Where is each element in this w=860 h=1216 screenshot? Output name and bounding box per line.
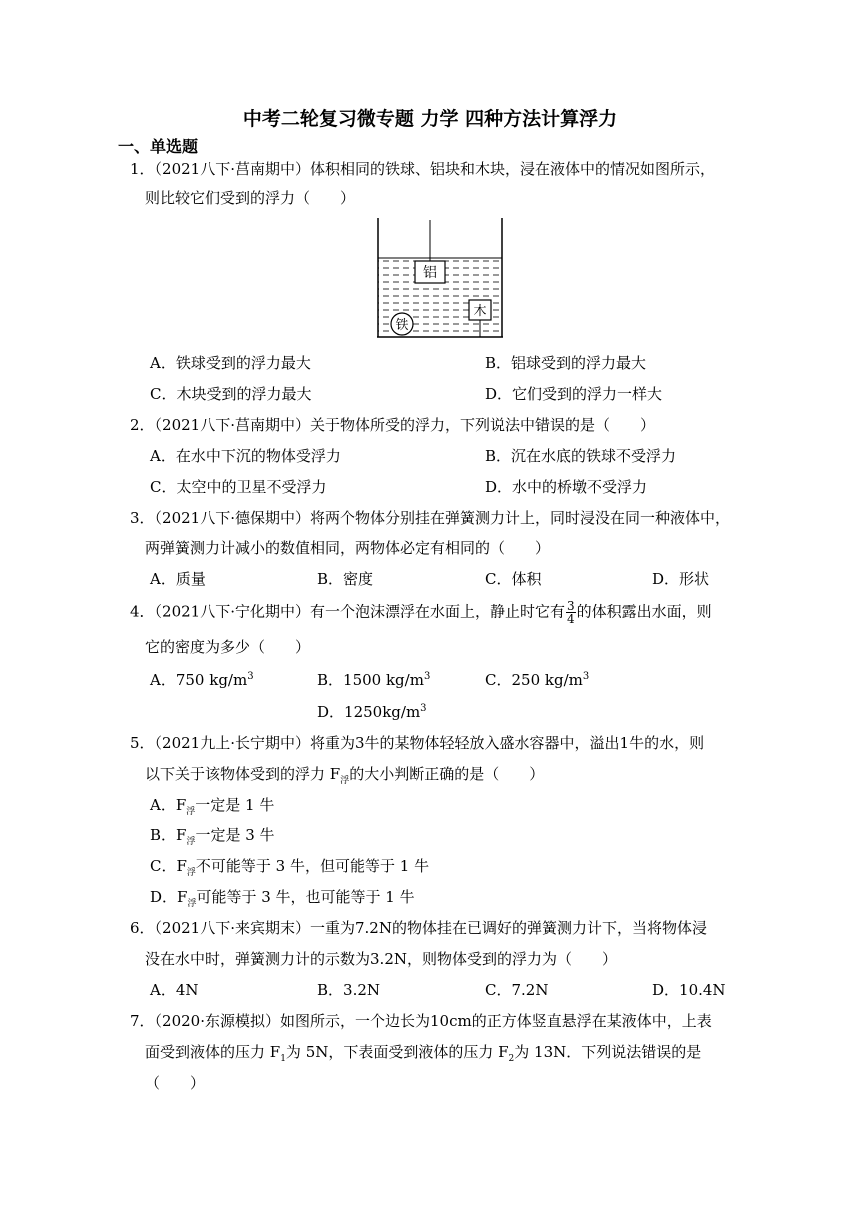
aluminum-label: 铝 bbox=[423, 265, 437, 281]
q2-stem-line1: 2．（2021八下·莒南期中）关于物体所受的浮力，下列说法中错误的是（ ） bbox=[130, 416, 655, 434]
q4-option-d-text: D．1250kg/m bbox=[317, 703, 421, 721]
q5-option-c[interactable] bbox=[150, 855, 429, 878]
q1-stem-line1: 1．（2021八下·莒南期中）体积相同的铁球、铝块和木块，浸在液体中的情况如图所示， bbox=[130, 160, 715, 178]
q5-option-c-post: 不可能等于 3 牛，但可能等于 1 牛 bbox=[195, 857, 430, 875]
q3-option-d[interactable]: D．形状 bbox=[652, 570, 710, 588]
subscript-buoyancy: 浮 bbox=[186, 837, 196, 847]
q4-stem-post: 的体积露出水面，则 bbox=[576, 602, 712, 621]
q4-option-a-text: A．750 kg/m bbox=[150, 671, 248, 689]
subscript-buoyancy: 浮 bbox=[186, 868, 196, 878]
q1-option-a[interactable]: A．铁球受到的浮力最大 bbox=[150, 354, 311, 372]
subscript-buoyancy: 浮 bbox=[187, 899, 197, 909]
subscript-2: 2 bbox=[508, 1054, 515, 1064]
subscript-1: 1 bbox=[280, 1054, 286, 1064]
q5-stem-pre: 以下关于该物体受到的浮力 F bbox=[145, 765, 341, 783]
q3-option-c[interactable]: C．体积 bbox=[485, 570, 542, 588]
q5-stem-line1: 5．（2021九上·长宁期中）将重为3牛的某物体轻轻放入盛水容器中，溢出1牛的水，则 bbox=[130, 734, 705, 752]
q1-option-d[interactable]: D．它们受到的浮力一样大 bbox=[485, 385, 663, 403]
fraction-denominator: 4 bbox=[567, 612, 575, 626]
q6-option-d[interactable]: D．10.4N bbox=[652, 981, 726, 999]
q3-option-a[interactable]: A．质量 bbox=[150, 570, 206, 588]
unit-exponent: 3 bbox=[423, 671, 431, 682]
subscript-buoyancy: 浮 bbox=[186, 807, 196, 817]
q2-option-c[interactable]: C．太空中的卫星不受浮力 bbox=[150, 478, 327, 496]
q7-stem-line2 bbox=[145, 1041, 701, 1064]
q4-option-b[interactable] bbox=[317, 669, 430, 690]
q5-stem-post: 的大小判断正确的是（ ） bbox=[349, 765, 545, 783]
q5-option-b-post: 一定是 3 牛 bbox=[195, 826, 275, 844]
q4-option-b-text: B．1500 kg/m bbox=[317, 671, 424, 689]
q2-option-d[interactable]: D．水中的桥墩不受浮力 bbox=[485, 478, 648, 496]
unit-exponent: 3 bbox=[247, 671, 254, 682]
q5-option-c-pre: C．F bbox=[150, 857, 187, 875]
q4-stem-pre: 4．（2021八下·宁化期中）有一个泡沫漂浮在水面上，静止时它有 bbox=[130, 602, 565, 621]
q5-option-b[interactable] bbox=[150, 824, 275, 847]
q5-stem-line2 bbox=[145, 763, 544, 786]
q1-option-b[interactable]: B．铝球受到的浮力最大 bbox=[485, 354, 647, 372]
fraction bbox=[566, 600, 576, 625]
unit-exponent: 3 bbox=[420, 703, 427, 714]
q4-stem-line1 bbox=[130, 600, 712, 625]
iron-label: 铁 bbox=[395, 318, 409, 333]
q7-stem-mid: 为 5N，下表面受到液体的压力 F bbox=[285, 1043, 509, 1061]
q5-option-a-post: 一定是 1 牛 bbox=[195, 796, 275, 814]
q6-option-c[interactable]: C．7.2N bbox=[485, 981, 549, 999]
q5-option-d-post: 可能等于 3 牛，也可能等于 1 牛 bbox=[196, 888, 415, 906]
q5-option-a-pre: A．F bbox=[150, 796, 187, 814]
q4-stem-line2: 它的密度为多少（ ） bbox=[145, 638, 311, 656]
q4-option-c[interactable] bbox=[485, 669, 589, 690]
unit-exponent: 3 bbox=[582, 671, 590, 682]
q3-stem-line2: 两弹簧测力计减小的数值相同，两物体必定有相同的（ ） bbox=[145, 539, 551, 557]
wood-label: 木 bbox=[473, 304, 487, 319]
q1-stem-line2: 则比较它们受到的浮力（ ） bbox=[145, 189, 356, 207]
q5-option-b-pre: B．F bbox=[150, 826, 187, 844]
section-heading: 一、单选题 bbox=[118, 137, 199, 156]
q5-option-d-pre: D．F bbox=[150, 888, 188, 906]
q7-stem-pre: 面受到液体的压力 F bbox=[145, 1043, 281, 1061]
q7-stem-line3: （ ） bbox=[145, 1074, 206, 1092]
fraction-numerator: 3 bbox=[567, 599, 575, 613]
q7-stem-line1: 7．（2020·东源模拟）如图所示，一个边长为10cm的正方体竖直悬浮在某液体中，上表 bbox=[130, 1012, 712, 1030]
q6-option-b[interactable]: B．3.2N bbox=[317, 981, 381, 999]
q4-option-d[interactable] bbox=[317, 701, 427, 722]
q1-figure bbox=[372, 216, 508, 340]
q6-stem-line2: 没在水中时，弹簧测力计的示数为3.2N，则物体受到的浮力为（ ） bbox=[145, 950, 617, 968]
q4-option-a[interactable] bbox=[150, 669, 254, 690]
q4-option-c-text: C．250 kg/m bbox=[485, 671, 583, 689]
q3-option-b[interactable]: B．密度 bbox=[317, 570, 374, 588]
q1-option-c[interactable]: C．木块受到的浮力最大 bbox=[150, 385, 312, 403]
q5-option-d[interactable] bbox=[150, 886, 415, 909]
subscript-buoyancy: 浮 bbox=[340, 776, 350, 786]
q2-option-b[interactable]: B．沉在水底的铁球不受浮力 bbox=[485, 447, 677, 465]
q3-stem-line1: 3．（2021八下·德保期中）将两个物体分别挂在弹簧测力计上，同时浸没在同一种液体中， bbox=[130, 509, 730, 527]
q6-option-a[interactable]: A．4N bbox=[150, 981, 199, 999]
q7-stem-post: 为 13N．下列说法错误的是 bbox=[514, 1043, 702, 1061]
q2-option-a[interactable]: A．在水中下沉的物体受浮力 bbox=[150, 447, 341, 465]
q5-option-a[interactable] bbox=[150, 794, 274, 817]
page-title: 中考二轮复习微专题 力学 四种方法计算浮力 bbox=[242, 108, 618, 130]
q6-stem-line1: 6．（2021八下·来宾期末）一重为7.2N的物体挂在已调好的弹簧测力计下，当将物体浸 bbox=[130, 919, 707, 937]
